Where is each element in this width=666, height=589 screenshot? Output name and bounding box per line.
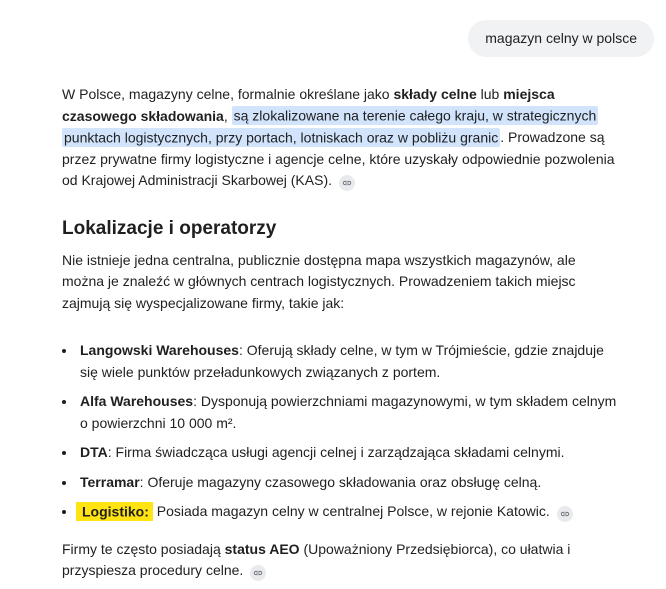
intro-paragraph (62, 84, 617, 192)
user-query-bubble: magazyn celny w polsce (468, 20, 654, 57)
text-segment: Nie istnieje jedna centralna, publicznie dostępna mapa wszystkich magazynów, ale można je znaleźć w głównych centrach logistycznych. Prowadzeniem takich miejsc zajmują się wyspecjalizowane firmy, takie jak: (62, 251, 576, 311)
citation-link-icon[interactable] (339, 175, 355, 191)
citation-link-icon[interactable] (557, 506, 573, 522)
text-segment: , (223, 107, 232, 124)
list-item (77, 472, 617, 494)
user-message-row (62, 20, 654, 57)
text-segment: Posiada magazyn celny w centralnej Polsce, w rejonie Katowic. (152, 503, 554, 519)
text-segment: : Oferuje magazyny czasowego składowania oraz obsługę celną. (139, 473, 542, 490)
text-bold: miejsca czasowego składowania (62, 86, 555, 124)
text-bold: składy celne (393, 86, 477, 102)
text-bold: Terramar (80, 473, 140, 490)
list-item (77, 442, 617, 464)
text-bold: status AEO (224, 540, 300, 557)
list-item (77, 340, 617, 383)
citation-link-icon[interactable] (250, 565, 266, 581)
highlighted-text-yellow: Logistiko: (76, 502, 153, 521)
text-bold: Alfa Warehouses (80, 393, 194, 409)
text-segment: : Dysponują powierzchniami magazynowymi, w tym składem celnym o powierzchni 10 000 m². (80, 393, 617, 431)
section-heading: Lokalizacje i operatorzy (62, 217, 277, 239)
text-segment: : Firma świadcząca usługi agencji celnej i zarządzająca składami celnymi. (107, 444, 565, 460)
text-segment: : Oferują składy celne, w tym w Trójmieście, gdzie znajduje się wiele punktów przeładunkowych związanych z portem. (80, 342, 604, 380)
assistant-response (62, 84, 617, 582)
highlighted-text-blue[interactable]: są zlokalizowane na terenie całego kraju, w strategicznych punktach logistycznych, przy portach, lotniskach oraz w pobliżu granic (64, 107, 597, 145)
text-segment: W Polsce, magazyny celne, formalnie określane jako (62, 86, 394, 102)
text-bold: Langowski Warehouses (80, 342, 239, 358)
operators-list (62, 340, 617, 523)
list-item (77, 391, 617, 434)
list-item (77, 501, 617, 523)
text-segment: Firmy te często posiadają (62, 540, 225, 557)
text-segment: . Prowadzone są przez prywatne firmy logistyczne i agencje celne, które uzyskały odpowiednie pozwolenia od Krajowej Administracji Skarbowej (KAS). (62, 129, 615, 188)
aeo-paragraph (62, 539, 617, 582)
operators-intro-paragraph (62, 250, 617, 315)
text-bold: DTA (80, 444, 108, 460)
text-segment: (Upoważniony Przedsiębiorca), co ułatwia i przyspiesza procedury celne. (62, 540, 571, 578)
text-segment: lub (476, 86, 504, 102)
